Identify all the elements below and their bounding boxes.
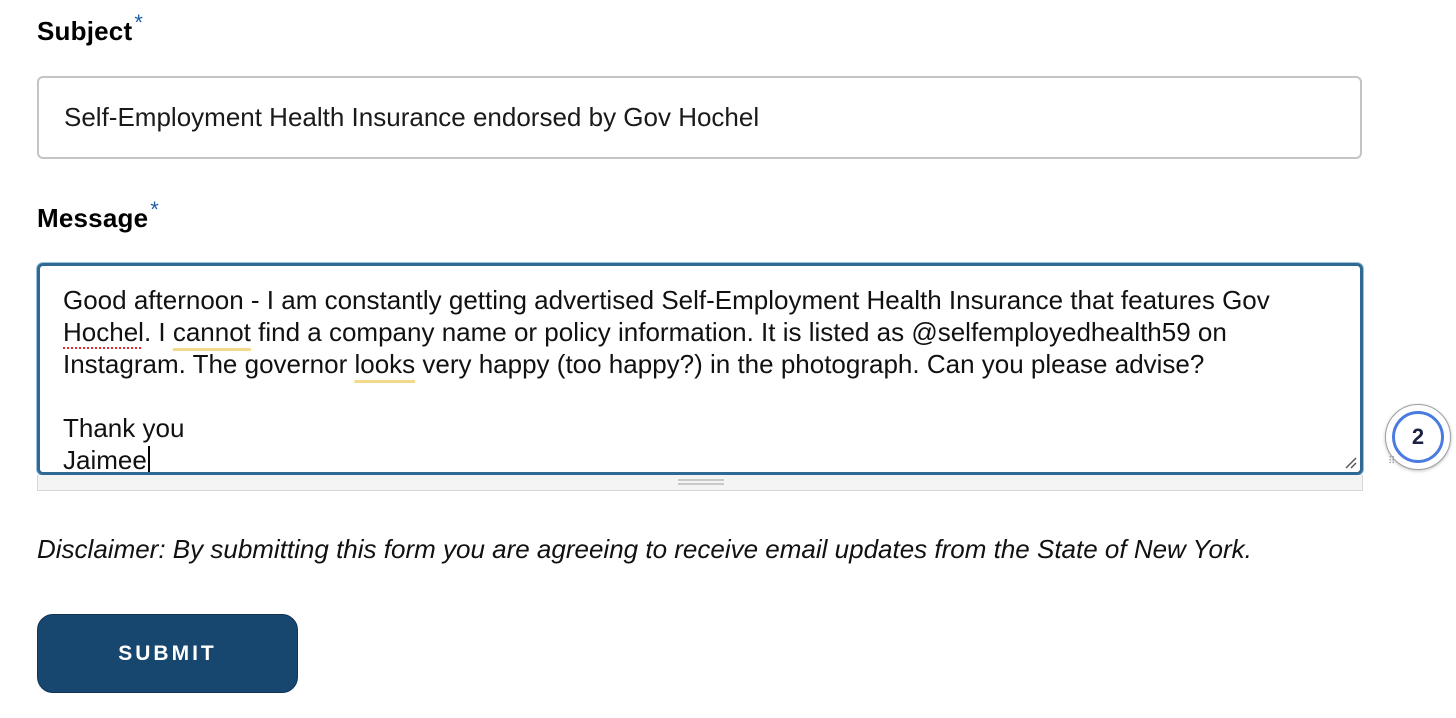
editor-footer xyxy=(37,475,1363,491)
message-textarea[interactable] xyxy=(37,263,1363,475)
spelling-error-word[interactable]: Hochel xyxy=(63,317,144,347)
message-line xyxy=(63,284,1338,316)
message-line xyxy=(63,444,1338,475)
message-line-text: find a company name or policy information. It is listed as @selfemployedhealth59 on xyxy=(250,317,1227,347)
subject-label xyxy=(37,10,144,47)
subject-required-marker: * xyxy=(134,10,144,35)
text-caret xyxy=(148,446,150,474)
subject-input[interactable] xyxy=(37,76,1362,159)
disclaimer-text: Disclaimer: By submitting this form you are agreeing to receive email updates from the State of New York. xyxy=(37,534,1252,564)
grammarly-drag-dots-icon[interactable]: ⠿ xyxy=(1388,456,1396,467)
subject-input-value: Self-Employment Health Insurance endorsed by Gov Hochel xyxy=(64,102,760,132)
message-line-text: very happy (too happy?) in the photograph. Can you please advise? xyxy=(415,349,1205,379)
subject-label-text: Subject xyxy=(37,16,133,46)
drag-handle-icon[interactable] xyxy=(678,479,724,485)
resize-grip-icon[interactable] xyxy=(1343,455,1357,469)
message-line-text: Good afternoon - I am constantly getting advertised Self-Employment Health Insurance that features Gov xyxy=(63,285,1270,315)
message-editor xyxy=(37,263,1363,491)
message-line xyxy=(63,348,1338,380)
message-line-text: . I xyxy=(143,317,173,347)
grammarly-issue-count: 2 xyxy=(1392,411,1444,463)
message-required-marker: * xyxy=(150,197,160,222)
message-line-text: Jaimee xyxy=(63,445,147,475)
message-line xyxy=(63,412,1338,444)
message-blank-line xyxy=(63,380,1338,412)
message-line xyxy=(63,316,1338,348)
grammarly-badge[interactable] xyxy=(1385,404,1451,470)
message-line-text: Instagram. The governor xyxy=(63,349,355,379)
submit-button[interactable]: SUBMIT xyxy=(37,614,298,693)
grammar-suggestion-word[interactable]: cannot xyxy=(172,317,251,347)
message-label xyxy=(37,197,160,234)
message-label-text: Message xyxy=(37,203,149,233)
grammar-suggestion-word[interactable]: looks xyxy=(354,349,416,379)
message-line-text: Thank you xyxy=(63,413,185,443)
